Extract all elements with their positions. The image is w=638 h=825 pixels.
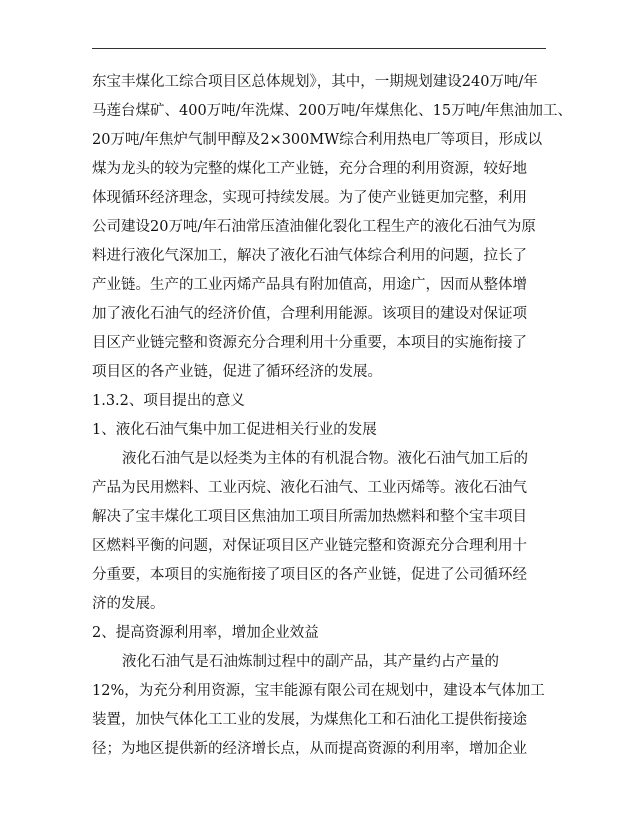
text-line: 公司建设20万吨/年石油常压渣油催化裂化工程生产的液化石油气为原 (92, 219, 536, 235)
text-line: 煤为龙头的较为完整的煤化工产业链，充分合理的利用资源，较好地 (92, 161, 527, 177)
header-rule (92, 48, 546, 49)
text-line: 马莲台煤矿、400万吨/年洗煤、200万吨/年煤焦化、15万吨/年焦油加工、 (92, 103, 572, 119)
text-line: 液化石油气是以烃类为主体的有机混合物。液化石油气加工后的 (122, 451, 528, 467)
text-line: 济的发展。 (92, 596, 165, 612)
subheading: 1、液化石油气集中加工促进相关行业的发展 (92, 422, 377, 438)
text-line: 料进行液化气深加工，解决了液化石油气体综合利用的问题，拉长了 (92, 248, 527, 264)
text-line: 东宝丰煤化工综合项目区总体规划》，其中，一期规划建设240万吨/年 (92, 74, 538, 90)
text-line: 项目区的各产业链，促进了循环经济的发展。 (92, 364, 382, 380)
text-line: 区燃料平衡的问题，对保证项目区产业链完整和资源充分合理利用十 (92, 538, 527, 554)
text-line: 产业链。生产的工业丙烯产品具有附加值高，用途广，因而从整体增 (92, 277, 527, 293)
subheading: 2、提高资源利用率，增加企业效益 (92, 625, 319, 641)
text-line: 20万吨/年焦炉气制甲醇及2×300MW综合利用热电厂等项目，形成以 (92, 132, 543, 148)
text-line: 解决了宝丰煤化工项目区焦油加工项目所需加热燃料和整个宝丰项目 (92, 509, 527, 525)
section-heading: 1.3.2、项目提出的意义 (92, 393, 245, 409)
text-line: 液化石油气是石油炼制过程中的副产品，其产量约占产量的 (122, 654, 499, 670)
text-line: 径；为地区提供新的经济增长点，从而提高资源的利用率，增加企业 (92, 741, 527, 757)
text-line: 体现循环经济理念，实现可持续发展。为了使产业链更加完整，利用 (92, 190, 527, 206)
text-line: 装置，加快气体化工工业的发展，为煤焦化工和石油化工提供衔接途 (92, 712, 527, 728)
text-line: 目区产业链完整和资源充分合理利用十分重要，本项目的实施衔接了 (92, 335, 527, 351)
text-line: 12%，为充分利用资源，宝丰能源有限公司在规划中，建设本气体加工 (92, 683, 545, 699)
text-line: 加了液化石油气的经济价值，合理利用能源。该项目的建设对保证项 (92, 306, 527, 322)
text-line: 分重要，本项目的实施衔接了项目区的各产业链，促进了公司循环经 (92, 567, 527, 583)
text-line: 产品为民用燃料、工业丙烷、液化石油气、工业丙烯等。液化石油气 (92, 480, 527, 496)
